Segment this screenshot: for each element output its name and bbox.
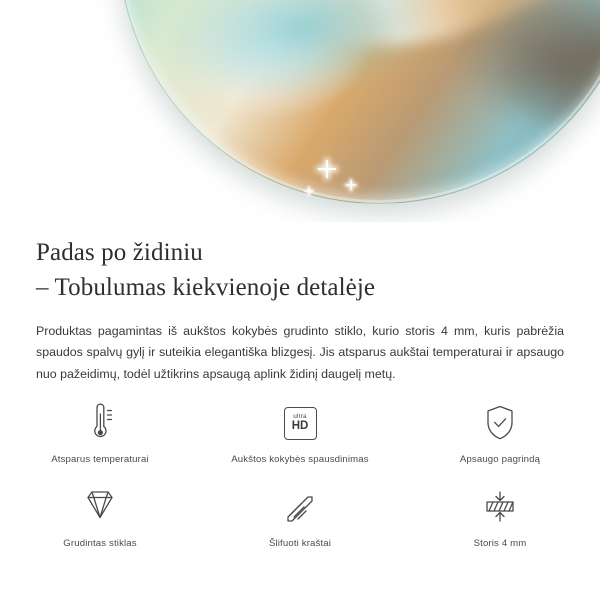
feature-item-print-quality (200, 396, 400, 466)
thickness-icon (478, 484, 522, 530)
feature-item-polished-edges (200, 480, 400, 550)
feature-label: Grudintas stiklas (63, 538, 137, 550)
headline-line-2: – Tobulumas kiekvienoje detalėje (36, 273, 376, 301)
feature-item-surface-protection (400, 396, 600, 466)
headline-line-1: Padas po židiniu (36, 239, 203, 266)
feature-label: Apsaugo pagrindą (459, 454, 541, 465)
text-content (0, 222, 600, 385)
page-title (0, 222, 600, 305)
feature-label: Aukštos kokybės spausdinimas (231, 454, 369, 465)
diamond-icon (78, 484, 122, 530)
ultra-hd-bottom-text: HD (291, 419, 309, 432)
feature-grid (0, 396, 600, 551)
thermometer-icon (80, 400, 120, 446)
description-paragraph: Produktas pagamintas iš aukštos kokybės grudinto stiklo, kurio storis 4 mm, kuris pabrėžia spaudos spalvų gylį ir suteikia elegantiška blizgesį. Jis atsparus aukštai temperaturai ir apsaugo nuo pažeidimų, todėl užtikrins apsaugą aplink židinį daugelį metų. (36, 324, 564, 381)
ultra-hd-top-text: ultra (293, 412, 307, 420)
feature-item-thickness (400, 480, 600, 550)
ultra-hd-icon (284, 400, 317, 446)
feature-label: Šlifuoti kraštai (268, 538, 332, 550)
feature-item-temperature-resistant (0, 396, 200, 466)
feature-item-tempered-glass (0, 480, 200, 550)
shield-check-icon (480, 400, 520, 446)
marble-glass-disc-image (118, 0, 600, 204)
feature-label: Storis 4 mm (473, 538, 527, 550)
feature-label: Atsparus temperaturai (51, 454, 149, 465)
polished-edges-icon (278, 484, 322, 530)
hero-image (0, 0, 600, 222)
disc-rim-highlight (119, 0, 600, 203)
